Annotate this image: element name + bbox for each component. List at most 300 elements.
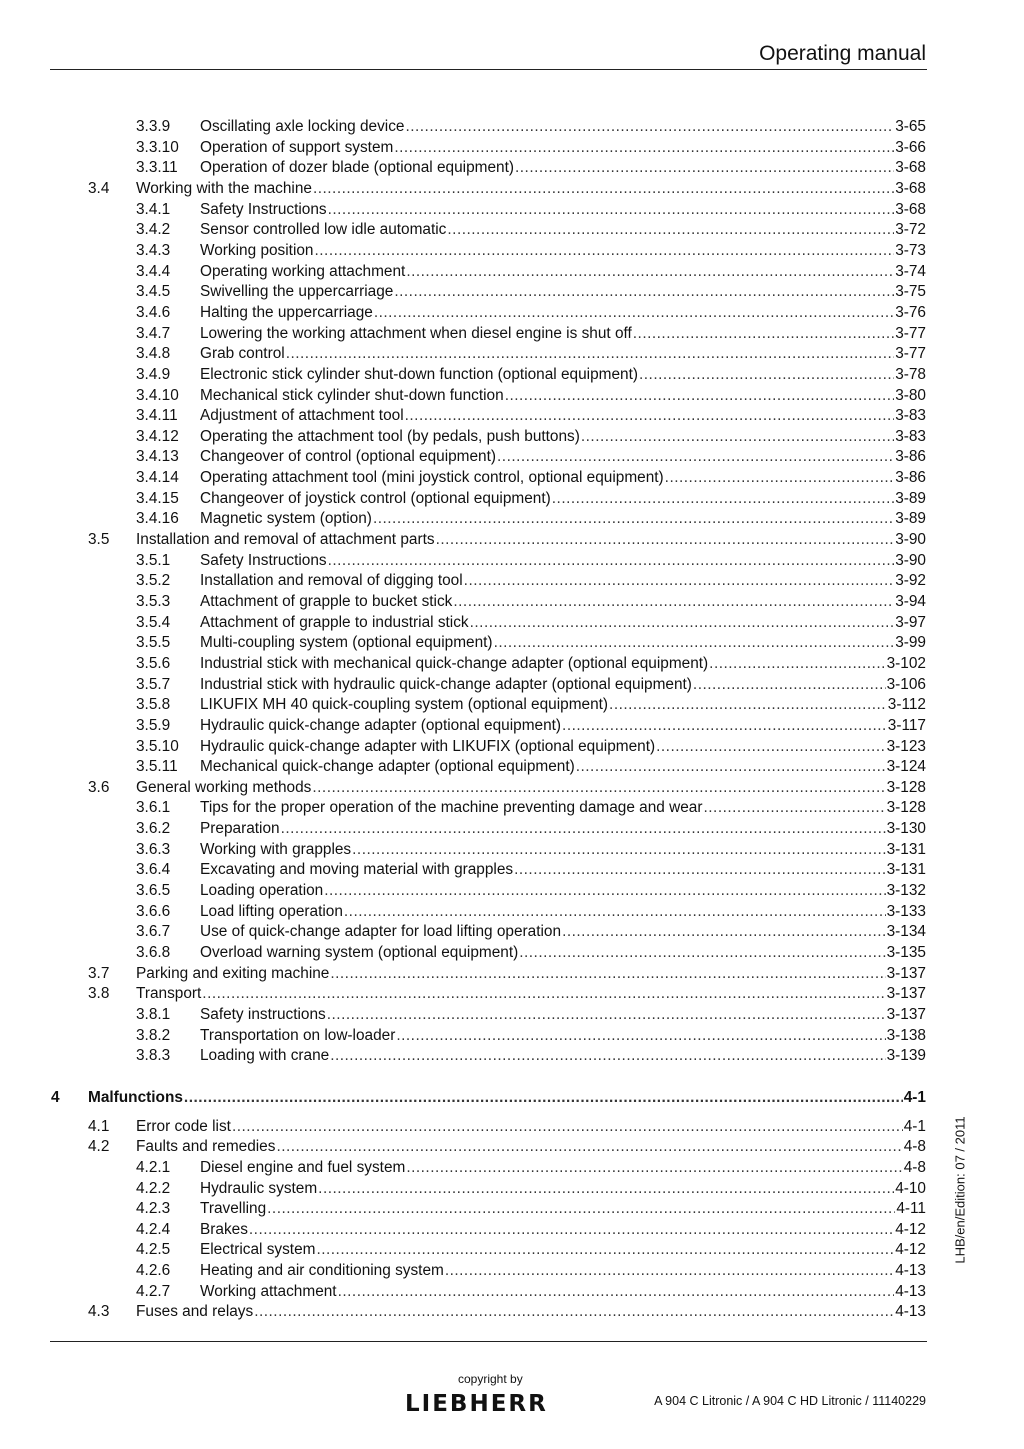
toc-entry-page: 3-137 [886,964,926,982]
toc-entry[interactable] [0,572,1024,593]
toc-entry-number: 3.4.8 [136,345,171,363]
toc-entry-leader [200,1047,926,1065]
toc-entry-leader [200,738,926,756]
toc-entry-number: 3.4.2 [136,221,171,239]
toc-entry-leader [200,448,926,466]
toc-entry-title: Hydraulic quick-change adapter with LIKUFIX (optional equipment) [200,737,656,755]
toc-entry[interactable] [0,965,1024,986]
toc-entry-page: 3-97 [895,613,926,631]
dot-leader [276,1138,902,1156]
toc-entry-page: 3-124 [886,758,926,776]
toc-entry-page: 4-13 [895,1282,926,1300]
dot-leader [576,758,886,776]
toc-entry-leader [200,1241,926,1259]
toc-entry[interactable] [0,552,1024,573]
dot-leader [330,1047,885,1065]
dot-leader [312,779,885,797]
toc-entry-leader [200,634,926,652]
toc-entry-number: 3.5.1 [136,551,171,569]
toc-entry[interactable] [0,1303,1024,1324]
toc-entry-page: 3-68 [895,200,926,218]
toc-entry-page: 3-92 [895,572,926,590]
toc-entry[interactable] [0,407,1024,428]
toc-entry-page: 4-1 [903,1117,926,1135]
toc-entry-leader [200,345,926,363]
toc-entry-number: 4.2.6 [136,1262,171,1280]
toc-entry-number: 3.4.12 [136,427,179,445]
toc-entry-title: Malfunctions [88,1088,183,1106]
toc-entry-title: Electronic stick cylinder shut-down function (optional equipment) [200,365,638,383]
toc-entry-title: Error code list [136,1117,231,1135]
toc-entry-page: 3-128 [886,799,926,817]
dot-leader [374,304,894,322]
toc-entry-number: 3.7 [88,964,110,982]
toc-entry-title: Industrial stick with mechanical quick-change adapter (optional equipment) [200,654,709,672]
toc-entry-page: 3-131 [886,861,926,879]
toc-entry-page: 4-13 [895,1303,926,1321]
toc-entry-number: 4.2.2 [136,1179,171,1197]
toc-entry-number: 3.4.13 [136,448,179,466]
toc-entry-title: Mechanical quick-change adapter (optional equipment) [200,758,575,776]
toc-entry-leader [200,841,926,859]
toc-entry-number: 3.8.1 [136,1005,171,1023]
toc-entry-number: 4.3 [88,1303,110,1321]
dot-leader [232,1118,903,1136]
toc-entry[interactable] [0,841,1024,862]
toc-entry-number: 3.5 [88,531,110,548]
toc-entry-number: 3.8 [88,985,110,1003]
toc-entry-leader [200,944,926,962]
toc-entry[interactable] [0,1221,1024,1242]
toc-entry-title: Operating attachment tool (mini joystick control, optional equipment) [200,469,664,486]
toc-entry-page: 3-90 [895,551,926,569]
toc-entry-leader [200,387,926,405]
dot-leader [318,1180,894,1198]
toc-entry-page: 3-77 [895,324,926,342]
toc-entry-title: Operation of support system [200,138,394,156]
toc-entry[interactable] [0,985,1024,1006]
toc-entry[interactable] [0,304,1024,325]
toc-entry[interactable] [0,242,1024,263]
toc-entry-page: 3-74 [895,262,926,280]
toc-entry-leader [200,882,926,900]
dot-leader [519,944,885,962]
dot-leader [328,201,895,219]
toc-entry-number: 3.4.6 [136,303,171,321]
toc-entry-number: 3.5.8 [136,696,171,714]
dot-leader [315,242,895,260]
copyright-label: copyright by [458,1372,523,1386]
toc-entry-number: 3.4.11 [136,407,178,425]
toc-entry[interactable] [0,1118,1024,1139]
toc-entry-leader [136,1303,926,1321]
toc-entry[interactable] [0,758,1024,779]
dot-leader [344,903,886,921]
dot-leader [330,965,885,983]
toc-entry[interactable] [0,614,1024,635]
toc-entry-leader [200,861,926,879]
dot-leader [470,614,895,632]
toc-entry-title: Transportation on low-loader [200,1026,396,1044]
toc-entry-number: 3.5.2 [136,572,171,590]
toc-entry-leader [200,304,926,322]
dot-leader [494,634,895,652]
toc-entry[interactable] [0,139,1024,160]
dot-leader [267,1200,895,1218]
toc-entry-leader [200,1180,926,1198]
toc-entry-title: Excavating and moving material with grapples [200,861,514,879]
dot-leader [405,118,894,136]
toc-entry-page: 3-77 [895,345,926,363]
toc-entry-title: Diesel engine and fuel system [200,1158,406,1176]
toc-entry-number: 3.3.9 [136,118,171,135]
dot-leader [552,490,894,508]
toc-entry-title: Industrial stick with hydraulic quick-change adapter (optional equipment) [200,675,692,693]
toc-entry-number: 3.4.14 [136,469,179,486]
liebherr-logo: LIEBHERR [405,1391,548,1417]
toc-entry-number: 3.8.3 [136,1047,171,1065]
toc-entry-page: 3-83 [895,427,926,445]
toc-entry-title: Use of quick-change adapter for load lifting operation [200,923,562,941]
toc-entry-number: 3.5.5 [136,634,171,652]
dot-leader [249,1221,894,1239]
toc-entry[interactable] [0,118,1024,139]
header-divider [50,69,927,70]
toc-entry-number: 3.4.10 [136,386,179,404]
toc-entry[interactable] [0,490,1024,511]
toc-entry-number: 3.4.15 [136,489,179,507]
toc-entry-leader [200,696,926,714]
dot-leader [562,923,886,941]
toc-entry-title: Tips for the proper operation of the machine preventing damage and wear [200,799,703,817]
toc-entry[interactable] [0,1241,1024,1262]
toc-entry-page: 3-137 [886,985,926,1003]
toc-entry-page: 3-78 [895,365,926,383]
toc-entry-page: 4-12 [895,1220,926,1238]
dot-leader [316,1241,894,1259]
toc-entry-leader [200,717,926,735]
toc-entry[interactable] [0,1027,1024,1048]
toc-entry[interactable] [0,1138,1024,1159]
toc-entry-leader [200,263,926,281]
toc-entry-title: Multi-coupling system (optional equipment) [200,634,493,652]
toc-entry[interactable] [0,923,1024,944]
toc-entry-number: 3.5.11 [136,758,178,776]
toc-entry[interactable] [0,159,1024,180]
toc-entry-title: Installation and removal of digging tool [200,572,463,590]
toc-entry-page: 3-135 [886,944,926,961]
dot-leader [445,1262,894,1280]
toc-entry-title: Operating the attachment tool (by pedals, push buttons) [200,427,580,445]
toc-entry-title: Working attachment [200,1282,337,1300]
toc-entry-page: 3-117 [887,716,926,734]
toc-entry[interactable] [0,283,1024,304]
toc-entry[interactable] [0,531,1024,552]
toc-entry-title: Installation and removal of attachment parts [136,531,435,548]
dot-leader [693,676,886,694]
dot-leader [373,510,894,528]
toc-entry-leader [200,428,926,446]
toc-entry-number: 4.1 [88,1117,110,1135]
toc-entry-title: Attachment of grapple to industrial stick [200,613,469,631]
toc-entry-page: 3-132 [886,882,926,899]
dot-leader [562,717,887,735]
toc-entry-title: Halting the uppercarriage [200,303,373,321]
toc-entry-leader [200,1283,926,1301]
edition-label: LHB/en/Edition: 07 / 2011 [952,1116,968,1264]
dot-leader [515,159,894,177]
toc-entry[interactable] [0,1006,1024,1027]
dot-leader [581,428,894,446]
toc-entry-title: Working position [200,241,314,259]
toc-entry-title: Working with the machine [136,179,312,197]
toc-entry-number: 3.6.8 [136,944,171,961]
toc-entry-number: 3.4.5 [136,283,171,301]
toc-entry-page: 3-89 [895,510,926,528]
toc-entry-title: Hydraulic quick-change adapter (optional equipment) [200,716,562,734]
toc-entry-leader [136,779,926,797]
toc-entry-page: 3-86 [895,448,926,466]
toc-entry-page: 3-76 [895,303,926,321]
toc-entry-leader [200,469,926,487]
toc-entry-title: Loading with crane [200,1047,330,1065]
toc-entry-leader [200,799,926,817]
toc-entry[interactable] [0,882,1024,903]
toc-entry-number: 3.6.4 [136,861,171,879]
toc-entry-page: 3-128 [886,778,926,796]
toc-entry-title: Safety instructions [200,1005,326,1023]
dot-leader [394,139,894,157]
toc-entry-title: Lowering the working attachment when diesel engine is shut off [200,324,632,342]
toc-entry[interactable] [0,325,1024,346]
toc-entry-number: 3.4 [88,179,110,197]
dot-leader [406,1159,902,1177]
toc-entry-leader [200,221,926,239]
document-title: Operating manual [759,42,926,65]
toc-entry-title: Preparation [200,820,280,838]
toc-entry-number: 3.4.9 [136,365,171,383]
dot-leader [281,820,886,838]
toc-entry-leader [200,139,926,157]
toc-entry-title: Parking and exiting machine [136,964,330,982]
toc-entry[interactable] [0,510,1024,531]
toc-entry-number: 4.2.4 [136,1220,171,1238]
toc-entry-page: 4-12 [895,1241,926,1259]
toc-entry[interactable] [0,1159,1024,1180]
dot-leader [254,1303,894,1321]
toc-entry-page: 3-138 [886,1026,926,1044]
toc-entry-number: 3.3.11 [136,159,178,177]
toc-entry-leader [200,1027,926,1045]
dot-leader [609,696,887,714]
dot-leader [453,593,894,611]
toc-entry-number: 3.6 [88,778,110,796]
toc-entry-number: 3.3.10 [136,138,179,156]
dot-leader [313,180,894,198]
toc-entry[interactable] [0,1283,1024,1304]
dot-leader [394,283,894,301]
toc-entry[interactable] [0,820,1024,841]
toc-entry-page: 3-102 [886,654,926,672]
toc-entry-number: 4.2.1 [136,1158,171,1176]
toc-entry-number: 3.5.7 [136,675,171,693]
dot-leader [327,1006,886,1024]
toc-entry-title: Operating working attachment [200,262,406,280]
toc-entry[interactable] [0,634,1024,655]
toc-entry[interactable] [0,428,1024,449]
toc-entry-title: Travelling [200,1200,267,1218]
toc-entry-title: LIKUFIX MH 40 quick-coupling system (optional equipment) [200,696,609,714]
dot-leader [202,985,885,1003]
toc-entry-page: 3-73 [895,241,926,259]
toc-entry-leader [200,593,926,611]
toc-entry-number: 3.8.2 [136,1026,171,1044]
dot-leader [633,325,894,343]
dot-leader [505,387,895,405]
toc-entry-page: 3-94 [895,592,926,610]
dot-leader [656,738,886,756]
toc-entry-title: Adjustment of attachment tool [200,407,404,425]
toc-entry[interactable] [0,201,1024,222]
toc-entry-leader [200,510,926,528]
dot-leader [338,1283,895,1301]
toc-entry-page: 3-137 [886,1005,926,1023]
toc-entry[interactable] [0,263,1024,284]
toc-entry-leader [200,923,926,941]
toc-entry-leader [200,283,926,301]
toc-entry-title: Transport [136,985,202,1003]
toc-entry-page: 3-83 [895,407,926,425]
toc-entry-leader [136,965,926,983]
toc-entry-number: 4.2.5 [136,1241,171,1259]
toc-entry-title: Hydraulic system [200,1179,318,1197]
toc-entry-title: Working with grapples [200,840,352,858]
toc-entry[interactable] [0,448,1024,469]
toc-entry-page: 3-68 [895,179,926,197]
toc-entry[interactable] [0,944,1024,965]
toc-entry-leader [136,1138,926,1156]
toc-entry-page: 4-11 [896,1200,926,1218]
toc-entry-number: 4.2 [88,1138,110,1156]
toc-entry[interactable] [0,180,1024,201]
toc-entry[interactable] [0,593,1024,614]
dot-leader [704,799,886,817]
dot-leader [447,221,894,239]
toc-entry-page: 3-72 [895,221,926,239]
toc-entry-number: 3.5.3 [136,592,171,610]
toc-entry-leader [200,118,926,136]
toc-entry-leader [200,820,926,838]
toc-entry[interactable] [0,799,1024,820]
toc-entry-page: 3-123 [886,737,926,755]
dot-leader [396,1027,885,1045]
toc-entry-leader [200,242,926,260]
toc-entry-leader [200,407,926,425]
toc-entry-leader [136,1118,926,1136]
toc-entry-page: 4-8 [903,1138,926,1156]
toc-entry[interactable] [0,1200,1024,1221]
toc-entry[interactable] [0,861,1024,882]
toc-entry-title: Mechanical stick cylinder shut-down function [200,386,504,404]
toc-entry-page: 4-8 [903,1158,926,1176]
toc-entry[interactable] [0,655,1024,676]
toc-entry-title: Fuses and relays [136,1303,254,1321]
toc-entry-leader [200,655,926,673]
toc-entry[interactable] [0,903,1024,924]
toc-entry[interactable] [0,387,1024,408]
toc-entry-leader [200,325,926,343]
toc-entry[interactable] [0,1089,1024,1110]
toc-entry[interactable] [0,345,1024,366]
dot-leader [464,572,895,590]
toc-entry[interactable] [0,469,1024,490]
toc-entry-page: 3-68 [895,159,926,177]
toc-entry-page: 3-86 [895,469,926,486]
toc-entry-page: 4-13 [895,1262,926,1280]
toc-entry-number: 3.6.3 [136,840,171,858]
toc-entry-page: 3-66 [895,138,926,156]
toc-entry[interactable] [0,717,1024,738]
dot-leader [324,882,885,900]
toc-entry-number: 3.4.4 [136,262,171,280]
toc-entry-title: Faults and remedies [136,1138,276,1156]
toc-entry[interactable] [0,1262,1024,1283]
toc-entry[interactable] [0,779,1024,800]
toc-entry-leader [200,572,926,590]
toc-entry-page: 3-75 [895,283,926,301]
toc-entry-leader [200,159,926,177]
toc-entry-page: 4-10 [895,1179,926,1197]
toc-entry-number: 3.6.7 [136,923,171,941]
toc-entry-page: 3-131 [886,840,926,858]
toc-entry-page: 3-80 [895,386,926,404]
toc-entry-title: Changeover of control (optional equipment) [200,448,497,466]
toc-entry-leader [88,1089,926,1107]
toc-entry-title: Overload warning system (optional equipment) [200,944,519,961]
toc-entry-page: 3-112 [887,696,926,714]
toc-entry-title: Safety Instructions [200,200,327,218]
toc-entry[interactable] [0,696,1024,717]
toc-entry-title: Loading operation [200,882,324,899]
dot-leader [436,531,895,549]
toc-entry-leader [200,1159,926,1177]
toc-entry-leader [136,180,926,198]
toc-entry[interactable] [0,1180,1024,1201]
toc-entry[interactable] [0,1047,1024,1068]
dot-leader [639,366,894,384]
toc-entry[interactable] [0,221,1024,242]
dot-leader [184,1089,903,1107]
toc-entry[interactable] [0,366,1024,387]
toc-entry-page: 3-134 [886,923,926,941]
toc-entry-number: 3.5.10 [136,737,179,755]
footer-divider [50,1341,927,1342]
toc-entry[interactable] [0,738,1024,759]
toc-entry-page: 3-99 [895,634,926,652]
toc-entry-number: 4.2.3 [136,1200,171,1218]
toc-entry-number: 3.6.1 [136,799,171,817]
toc-entry-leader [200,552,926,570]
toc-entry-title: Electrical system [200,1241,316,1259]
toc-entry-title: Operation of dozer blade (optional equipment) [200,159,514,177]
dot-leader [514,861,886,879]
toc-entry-leader [200,366,926,384]
toc-entry-leader [200,1006,926,1024]
toc-entry-page: 3-89 [895,489,926,507]
toc-entry-page: 3-90 [895,531,926,548]
toc-entry[interactable] [0,676,1024,697]
toc-entry-number: 3.5.6 [136,654,171,672]
